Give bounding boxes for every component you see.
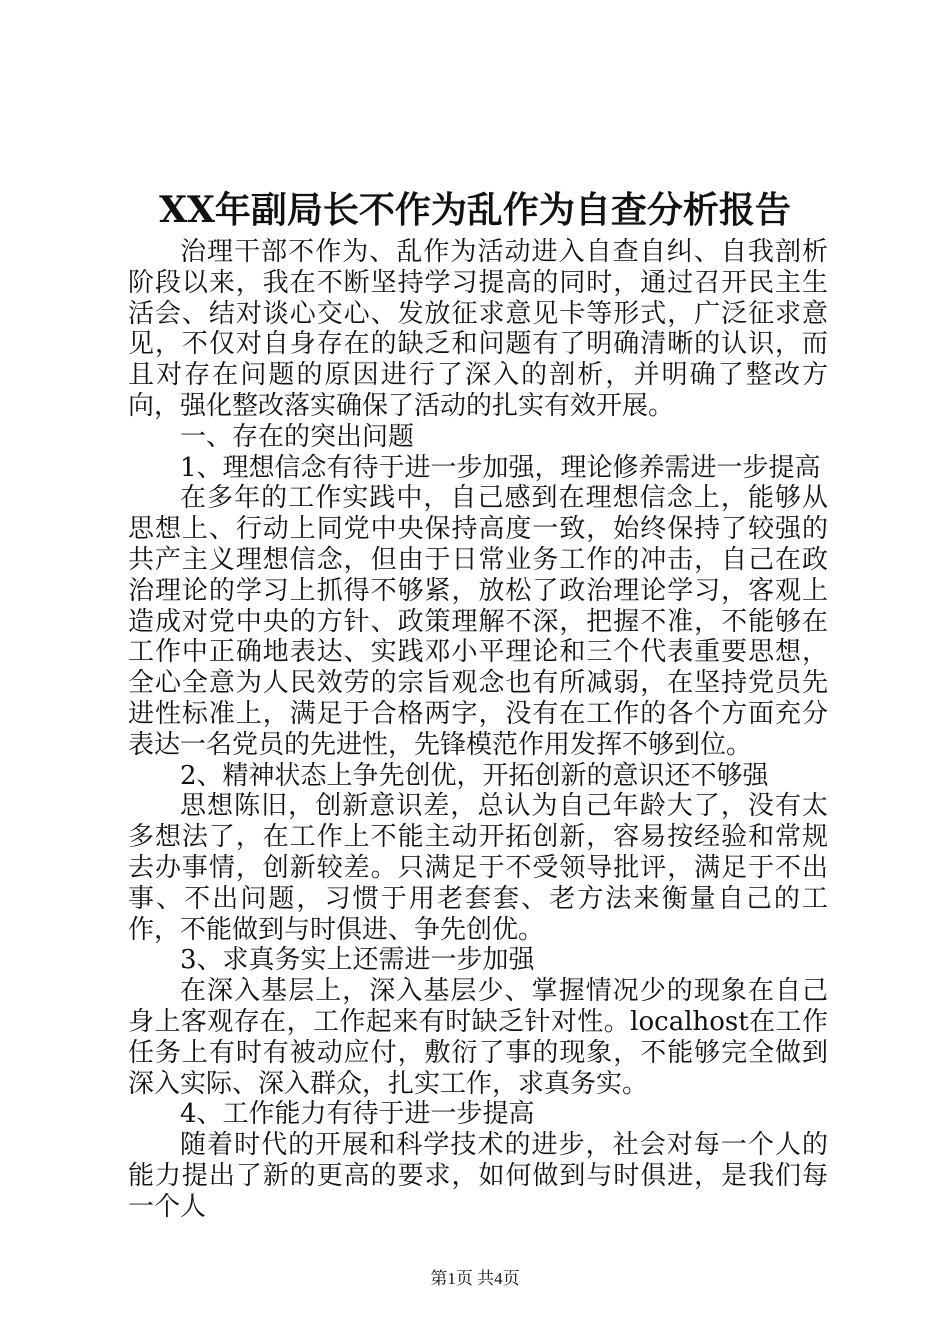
section-heading-1: 一、存在的突出问题: [180, 421, 415, 452]
subheading-1: 1、理想信念有待于进一步加强，理论修养需进一步提高: [180, 452, 821, 483]
page-footer: 第1页 共4页: [430, 1269, 520, 1288]
paragraph-3: 在深入基层上，深入基层少、掌握情况少的现象在自己身上客观存在，工作起来有时缺乏针对性。localhost在工作任务上有时有被动应付，敷衍了事的现象，不能够完全做到深入实际、深入群众，扎实工作，求真务实。: [128, 976, 828, 1099]
document-title: XX年副局长不作为乱作为自查分析报告: [159, 189, 791, 231]
subheading-2: 2、精神状态上争先创优，开拓创新的意识还不够强: [180, 760, 769, 791]
subheading-4: 4、工作能力有待于进一步提高: [180, 1099, 535, 1130]
document-body: [128, 237, 828, 1223]
paragraph-2: 思想陈旧，创新意识差，总认为自己年龄大了，没有太多想法了，在工作上不能主动开拓创新，容易按经验和常规去办事情，创新较差。只满足于不受领导批评，满足于不出事、不出问题，习惯于用老套套、老方法来衡量自己的工作，不能做到与时俱进、争先创优。: [128, 791, 828, 945]
paragraph-4: 随着时代的开展和科学技术的进步，社会对每一个人的能力提出了新的更高的要求，如何做到与时俱进，是我们每一个人: [128, 1130, 828, 1222]
paragraph-1: 在多年的工作实践中，自己感到在理想信念上，能够从思想上、行动上同党中央保持高度一致，始终保持了较强的共产主义理想信念，但由于日常业务工作的冲击，自己在政治理论的学习上抓得不够紧，放松了政治理论学习，客观上造成对党中央的方针、政策理解不深，把握不准，不能够在工作中正确地表达、实践邓小平理论和三个代表重要思想，全心全意为人民效劳的宗旨观念也有所减弱，在坚持党员先进性标准上，满足于合格两字，没有在工作的各个方面充分表达一名党员的先进性，先锋模范作用发挥不够到位。: [128, 483, 828, 760]
subheading-3: 3、求真务实上还需进一步加强: [180, 945, 535, 976]
intro-paragraph: 治理干部不作为、乱作为活动进入自查自纠、自我剖析阶段以来，我在不断坚持学习提高的同时，通过召开民主生活会、结对谈心交心、发放征求意见卡等形式，广泛征求意见，不仅对自身存在的缺乏和问题有了明确清晰的认识，而且对存在问题的原因进行了深入的剖析，并明确了整改方向，强化整改落实确保了活动的扎实有效开展。: [128, 237, 828, 421]
